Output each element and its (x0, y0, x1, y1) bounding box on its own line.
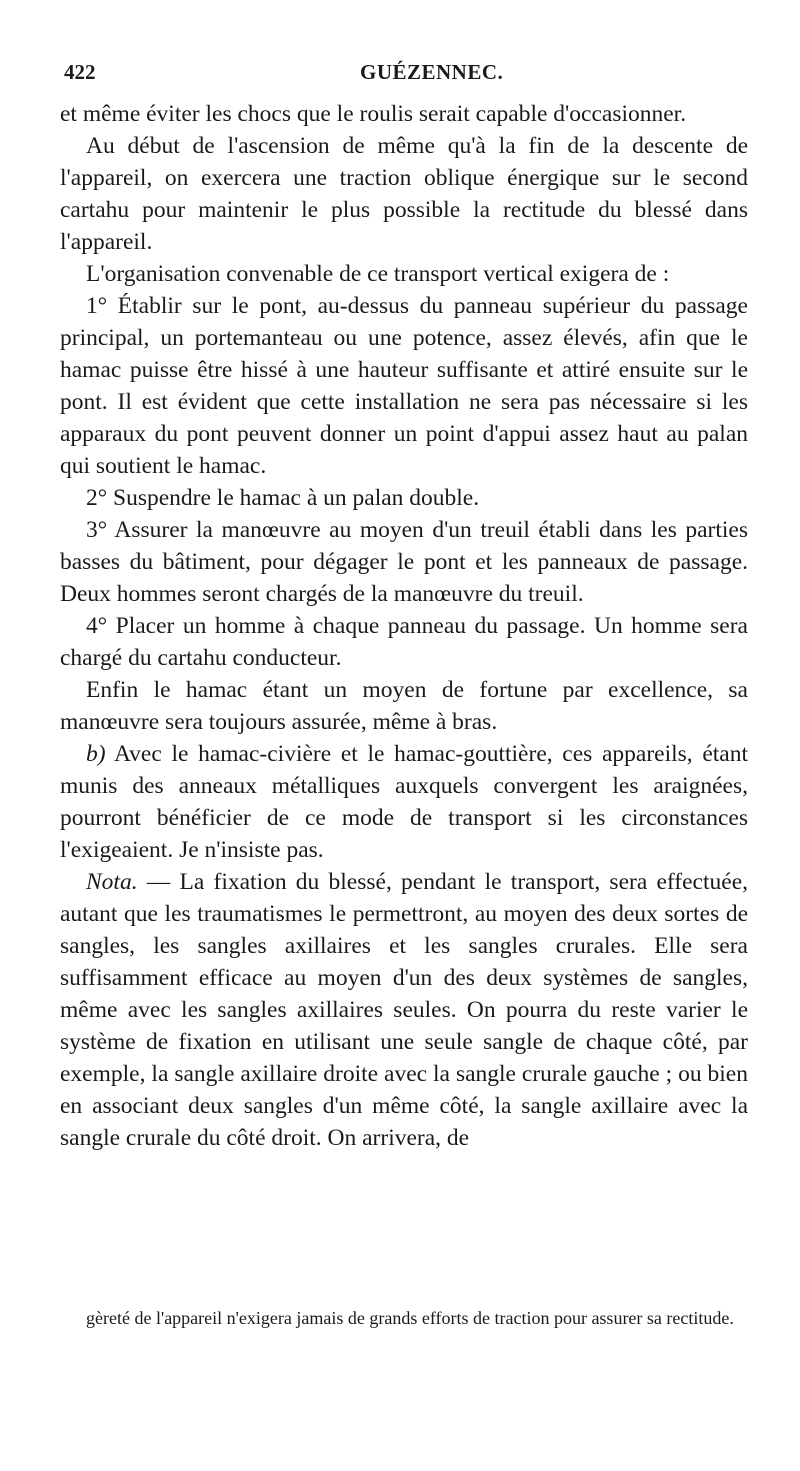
footnote-text: gèreté de l'appareil n'exigera jamais de grands efforts de traction pour assurer sa rectitude. (86, 1308, 734, 1328)
list-item: 4° Placer un homme à chaque panneau du passage. Un homme sera chargé du cartahu conducteur. (60, 613, 748, 671)
paragraph-marker: b) (86, 741, 106, 767)
paragraph: L'organisation convenable de ce transport vertical exigera de : (86, 261, 670, 287)
body-text (60, 98, 748, 1154)
list-item: 1° Établir sur le pont, au-dessus du panneau supérieur du passage principal, un portemanteau ou une potence, assez élevés, afin que le hamac puisse être hissé à une hauteur suffisante et attiré ensuite sur le pont. Il est évident que cette installation ne sera pas nécessaire si les apparaux du pont peuvent donner un point d'appui assez haut au palan qui soutient le hamac. (60, 293, 748, 479)
page-header (56, 60, 756, 90)
list-item: 3° Assurer la manœuvre au moyen d'un treuil établi dans les parties basses du bâtiment, pour dégager le pont et les panneaux de passage. Deux hommes seront chargés de la manœuvre du treuil. (60, 517, 748, 607)
nota-marker: Nota. (86, 869, 138, 895)
paragraph-b (60, 738, 748, 866)
paragraph: Au début de l'ascension de même qu'à la fin de la descente de l'appareil, on exercera une traction oblique énergique sur le second cartahu pour maintenir le plus possible la rectitude du blessé dans l'appareil. (60, 133, 748, 255)
running-head: GUÉZENNEC. (360, 60, 504, 84)
paragraph-text: Avec le hamac-civière et le hamac-gouttière, ces appareils, étant munis des anneaux métalliques auxquels convergent les araignées, pourront bénéficier de ce mode de transport si les circonstances l'exigeaient. Je n'insiste pas. (60, 741, 748, 863)
paragraph: Enfin le hamac étant un moyen de fortune par excellence, sa manœuvre sera toujours assurée, même à bras. (60, 677, 748, 735)
footnote (62, 1306, 752, 1331)
list-item: 2° Suspendre le hamac à un palan double. (86, 485, 480, 511)
paragraph: et même éviter les chocs que le roulis serait capable d'occasionner. (60, 101, 687, 127)
page-number: 422 (64, 60, 96, 84)
nota-text: — La fixation du blessé, pendant le transport, sera effectuée, autant que les traumatismes le permettront, au moyen des deux sortes de sangles, les sangles axillaires et les sangles crurales. Elle sera suffisamment efficace au moyen d'un des deux systèmes de sangles, même avec les sangles axillaires seules. On pourra du reste varier le système de fixation en utilisant une seule sangle de chaque côté, par exemple, la sangle axillaire droite avec la sangle crurale gauche ; ou bien en associant deux sangles d'un même côté, la sangle axillaire avec la sangle crurale du côté droit. On arrivera, de (60, 869, 748, 1151)
paragraph-nota (60, 866, 748, 1154)
